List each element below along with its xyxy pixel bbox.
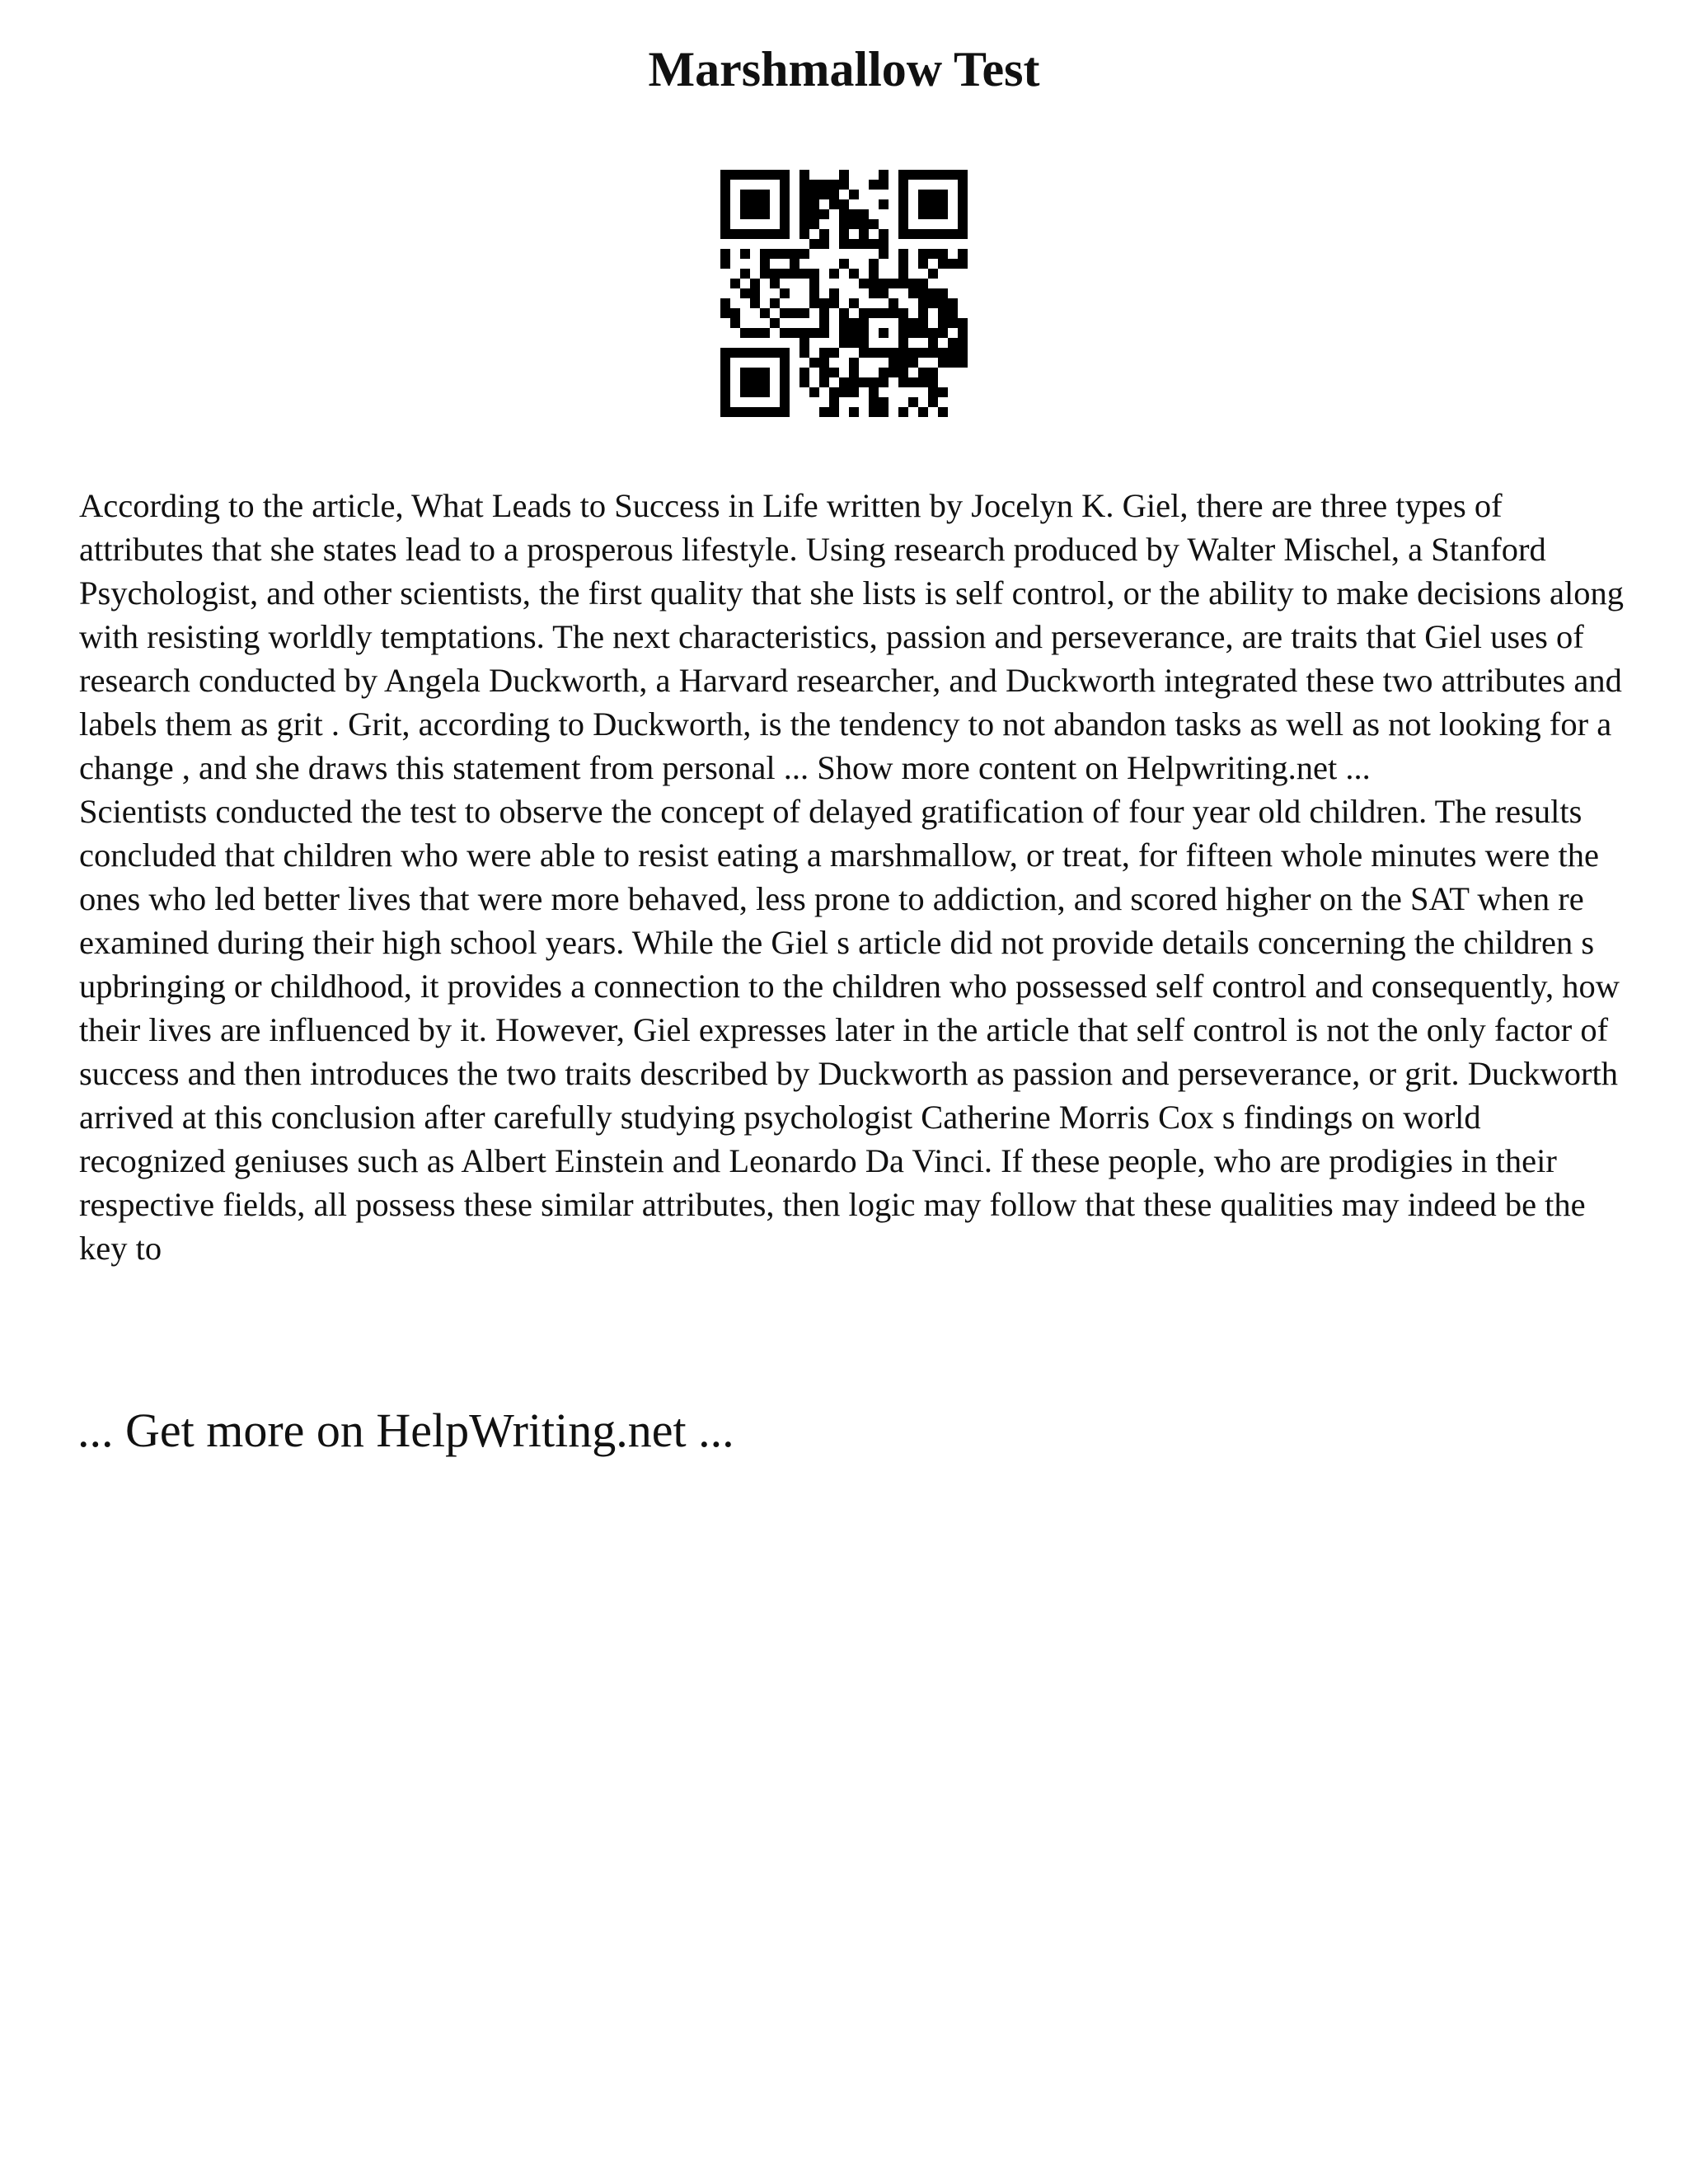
page-title: Marshmallow Test (648, 42, 1040, 96)
article-paragraph-1: According to the article, What Leads to Success in Life written by Jocelyn K. Giel, there are three types of attributes that she states lead to a prosperous lifestyle. Using research produced by Walter Mischel, a Stanford Psychologist, and other scientists, the first quality that she lists is self control, or the ability to make decisions along with resisting worldly temptations. The next characteristics, passion and perseverance, are traits that Giel uses of research conducted by Angela Duckworth, a Harvard researcher, and Duckworth integrated these two attributes and labels them as grit . Grit, according to Duckworth, is the tendency to not abandon tasks as well as not looking for a change , and she draws this statement from personal ... Show more content on Helpwriting.net ... (79, 487, 1624, 786)
get-more-link[interactable]: ... Get more on HelpWriting.net ... (77, 1404, 734, 1457)
qr-code-icon (720, 170, 968, 417)
article-body (79, 484, 1629, 1270)
qr-code[interactable] (720, 170, 968, 417)
article-paragraph-2: Scientists conducted the test to observe the concept of delayed gratification of four year old children. The results concluded that children who were able to resist eating a marshmallow, or treat, for fifteen whole minutes were the ones who led better lives that were more behaved, less prone to addiction, and scored higher on the SAT when re examined during their high school years. While the Giel s article did not provide details concerning the children s upbringing or childhood, it provides a connection to the children who possessed self control and consequently, how their lives are influenced by it. However, Giel expresses later in the article that self control is not the only factor of success and then introduces the two traits described by Duckworth as passion and perseverance, or grit. Duckworth arrived at this conclusion after carefully studying psychologist Catherine Morris Cox s findings on world recognized geniuses such as Albert Einstein and Leonardo Da Vinci. If these people, who are prodigies in their respective fields, all possess these similar attributes, then logic may follow that these qualities may indeed be the key to (79, 793, 1620, 1267)
